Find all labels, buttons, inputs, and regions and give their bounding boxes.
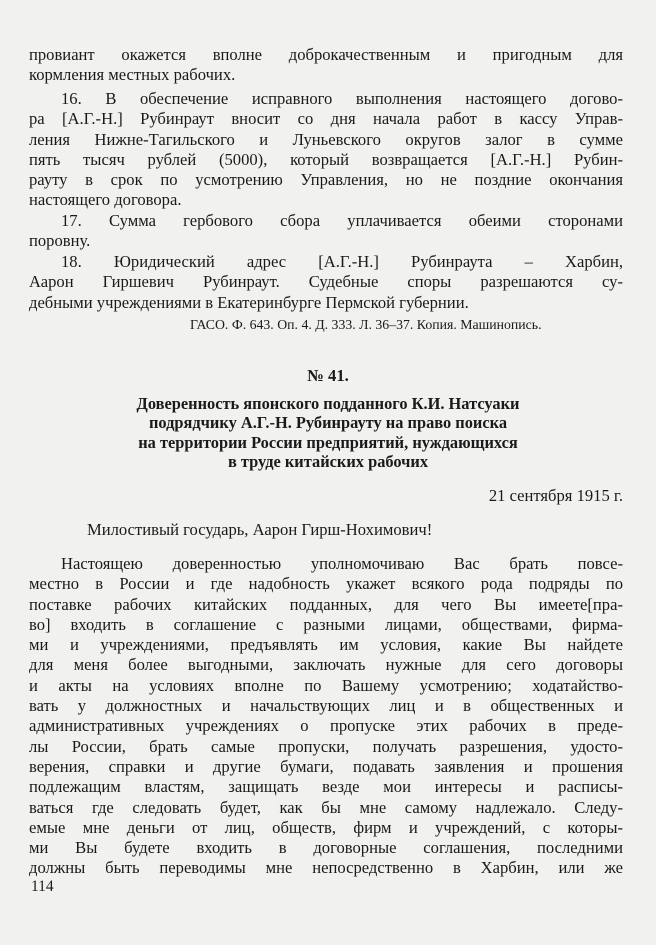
text-line: административных учреждениях о пропуске этих рабочих в преде- [29,716,623,736]
text-line: настоящего договора. [29,190,182,210]
text-line: 18. Юридический адрес [А.Г.-Н.] Рубинраута – Харбин, [61,252,623,271]
text-line: ления Нижне-Тагильского и Луньевского округов залог в сумме [29,129,623,149]
text-line: и акты на условиях вполне по Вашему усмотрению; ходатайство- [29,675,623,695]
body-text [29,554,623,879]
text-line: ми и учреждениями, предъявлять им условия, какие Вы найдете [29,635,623,655]
text-line: ра [А.Г.-Н.] Рубинраут вносит со дня начала работ в кассу Управ- [29,109,623,129]
text-line: подлежащим властям, защищать везде мои интересы и расписы- [29,777,623,797]
clause-17 [29,211,623,252]
archive-source-note: ГАСО. Ф. 643. Оп. 4. Д. 333. Л. 36–37. Копия. Машинопись. [190,317,542,332]
title-line: на территории России предприятий, нуждающихся [138,432,518,452]
clause-16 [29,89,623,211]
document-title [60,394,596,471]
document-date: 21 сентября 1915 г. [488,486,623,505]
text-line: провиант окажется вполне доброкачественным и пригодным для [29,45,623,64]
text-line: Аарон Гиршевич Рубинраут. Судебные споры разрешаются су- [29,272,623,292]
title-line: подрядчику А.Г.-Н. Рубинрауту на право поиска [148,413,508,433]
text-line: Настоящею доверенностью уполномочиваю Вас брать повсе- [61,554,623,573]
text-line: поставке рабочих китайских подданных, для чего Вы имеете[пра- [29,594,623,614]
text-line: верения, справки и другие бумаги, подавать заявления и прошения [29,756,623,776]
text-line: поровну. [29,231,91,251]
text-line: во] входить в соглашение с разными лицами, обществами, фирма- [29,614,623,634]
text-line: должны быть переводимы мне непосредственно в Харбин, или же [29,858,623,878]
document-number: № 41. [307,366,349,385]
title-line: в труде китайских рабочих [227,451,429,471]
text-line: емые мне деньги от лиц, обществ, фирм и учреждений, с которы- [29,817,623,837]
page-number: 114 [31,878,54,895]
salutation: Милостивый государь, Аарон Гирш-Нохимович! [87,520,433,539]
text-line: лы России, брать самые пропуски, получать разрешения, удосто- [29,736,623,756]
text-line: для меня более выгодными, заключать нужные для сего договоры [29,655,623,675]
text-line: рауту в срок по усмотрению Управления, но не поздние окончания [29,170,623,190]
text-line: ми Вы будете входить в договорные соглашения, последними [29,838,623,858]
text-line: пять тысяч рублей (5000), который возвращается [А.Г.-Н.] Рубин- [29,149,623,169]
text-line: местно в России и где надобность укажет всякого рода подряды по [29,574,623,594]
clause-18 [29,252,623,313]
text-line: 16. В обеспечение исправного выполнения настоящего догово- [61,89,623,108]
text-line: 17. Сумма гербового сбора уплачивается обеими сторонами [61,211,623,230]
title-line: Доверенность японского подданного К.И. Натсуаки [136,394,520,413]
text-line: кормления местных рабочих. [29,65,236,85]
text-line: ваться где следовать будет, как бы мне самому надлежало. Следу- [29,797,623,817]
text-line: вать у должностных и начальствующих лиц и в общественных и [29,696,623,716]
top-paragraph [29,45,623,86]
text-line: дебными учреждениями в Екатеринбурге Пермской губернии. [29,292,469,312]
